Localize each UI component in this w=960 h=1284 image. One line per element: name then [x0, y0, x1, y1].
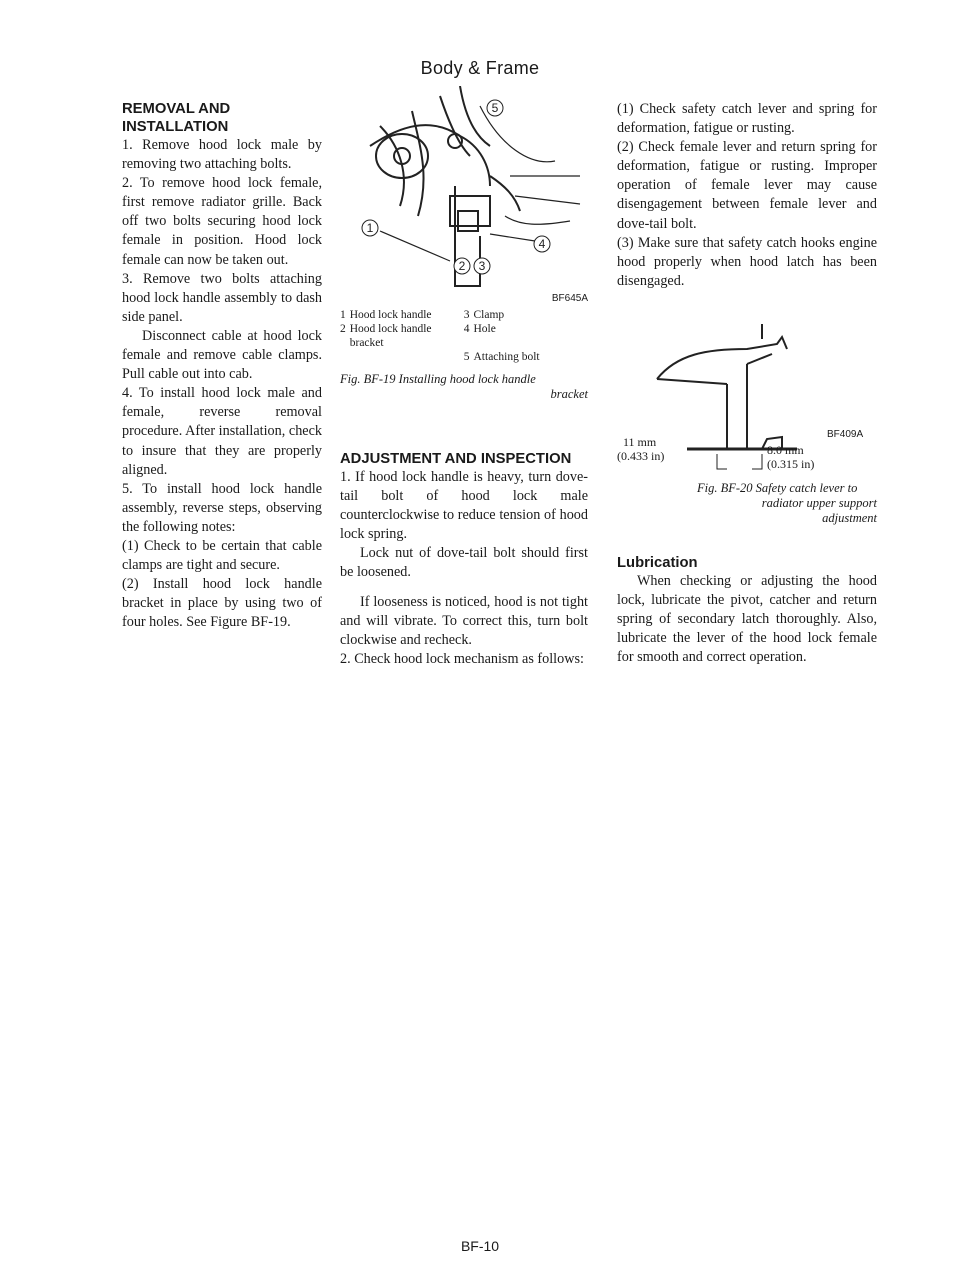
- dimension-right: [767, 443, 814, 471]
- figure-bf20: [617, 309, 877, 479]
- step-4: 4. To install hood lock male and female, reverse removal procedure. After installation, check to insure that they are properly aligned.: [122, 385, 322, 478]
- dimension-right-in: (0.315 in): [767, 456, 815, 471]
- legend-text: Hole: [473, 323, 496, 335]
- section-heading-adjustment: ADJUSTMENT AND INSPECTION: [340, 451, 572, 467]
- check-1: (1) Check safety catch lever and spring for deformation, fatigue or rusting.: [617, 101, 877, 137]
- caption-line: bracket: [550, 387, 588, 401]
- adjust-note-locknut: Lock nut of dove-tail bolt should first be loosened.: [340, 545, 588, 581]
- step-3: 3. Remove two bolts attaching hood lock handle assembly to dash side panel.: [122, 270, 322, 325]
- caption-line: adjustment: [822, 510, 877, 525]
- column-inspection-lubrication: [617, 100, 877, 667]
- note-2: (2) Install hood lock handle bracket in place by using two of four holes. See Figure BF-19.: [122, 576, 322, 631]
- column-figure-adjustment: [340, 86, 588, 669]
- legend-num: 3: [463, 309, 470, 321]
- figure-bf19: [340, 86, 588, 304]
- adjust-step-2: 2. Check hood lock mechanism as follows:: [340, 650, 584, 667]
- figure-code-bf645a: BF645A: [551, 293, 588, 304]
- caption-line: radiator upper support: [761, 495, 877, 510]
- dimension-left-in: (0.433 in): [617, 448, 665, 463]
- legend-num: 5: [463, 351, 470, 363]
- section-heading-removal: REMOVAL AND INSTALLATION: [122, 101, 231, 135]
- legend-num: 2: [340, 323, 346, 335]
- step-3-note: Disconnect cable at hood lock female and remove cable clamps. Pull cable out into cab.: [122, 327, 322, 383]
- dimension-left: [617, 435, 664, 463]
- callout-5: 5: [491, 101, 499, 115]
- legend-text: Clamp: [473, 309, 505, 321]
- figure-code-bf409a: BF409A: [827, 428, 864, 440]
- legend-text: Hood lock handle: [349, 309, 432, 321]
- caption-line: Fig. BF-20 Safety catch lever to: [697, 480, 858, 495]
- legend-num: 1: [340, 309, 346, 321]
- page-header: Body & Frame: [420, 58, 540, 78]
- step-1: 1. Remove hood lock male by removing two attaching bolts.: [122, 137, 322, 173]
- check-3: (3) Make sure that safety catch hooks engine hood properly when hood latch has been disengaged.: [617, 234, 877, 289]
- check-2: (2) Check female lever and return spring for deformation, fatigue or rusting. Improper operation of female lever may cause disengagement between female lever and dove-tail bolt.: [617, 139, 877, 232]
- adjust-step-1: 1. If hood lock handle is heavy, turn dove-tail bolt of hood lock male counterclockwise to reduce tension of hood lock spring.: [340, 469, 588, 543]
- lubrication-text: When checking or adjusting the hood lock, lubricate the pivot, catcher and return spring of secondary latch thoroughly. Also, lubricate the lever of the hood lock female for smooth and correct operation.: [617, 572, 877, 666]
- hood-lock-handle-diagram: [340, 86, 588, 291]
- dimension-right-mm: 8.0 mm: [767, 442, 804, 457]
- caption-line: Fig. BF-19 Installing hood lock handle: [340, 372, 536, 386]
- column-removal-installation: [122, 100, 322, 632]
- section-heading-lubrication: Lubrication: [617, 554, 698, 571]
- callout-2: 2: [458, 259, 466, 273]
- figure-legend: [340, 308, 544, 364]
- callout-1: 1: [366, 221, 374, 235]
- note-1: (1) Check to be certain that cable clamps are tight and secure.: [122, 537, 322, 574]
- dimension-left-mm: 11 mm: [623, 434, 657, 449]
- legend-text: Attaching bolt: [473, 351, 540, 363]
- figure-caption-bf20: [617, 481, 877, 526]
- page-number: BF-10: [460, 1238, 500, 1254]
- legend-num: 4: [463, 323, 470, 335]
- step-2: 2. To remove hood lock female, first remove radiator grille. Back off two bolts securing hood lock female in position. Hood lock female can now be taken out.: [122, 175, 322, 268]
- figure-caption-bf19: [340, 372, 588, 402]
- legend-text: Hood lock handle bracket: [349, 323, 432, 349]
- step-5: 5. To install hood lock handle assembly, reverse steps, observing the following notes:: [122, 480, 322, 535]
- callout-3: 3: [478, 259, 486, 273]
- adjust-note-looseness: If looseness is noticed, hood is not tight and will vibrate. To correct this, turn bolt clockwise and recheck.: [340, 593, 588, 648]
- callout-4: 4: [538, 237, 546, 251]
